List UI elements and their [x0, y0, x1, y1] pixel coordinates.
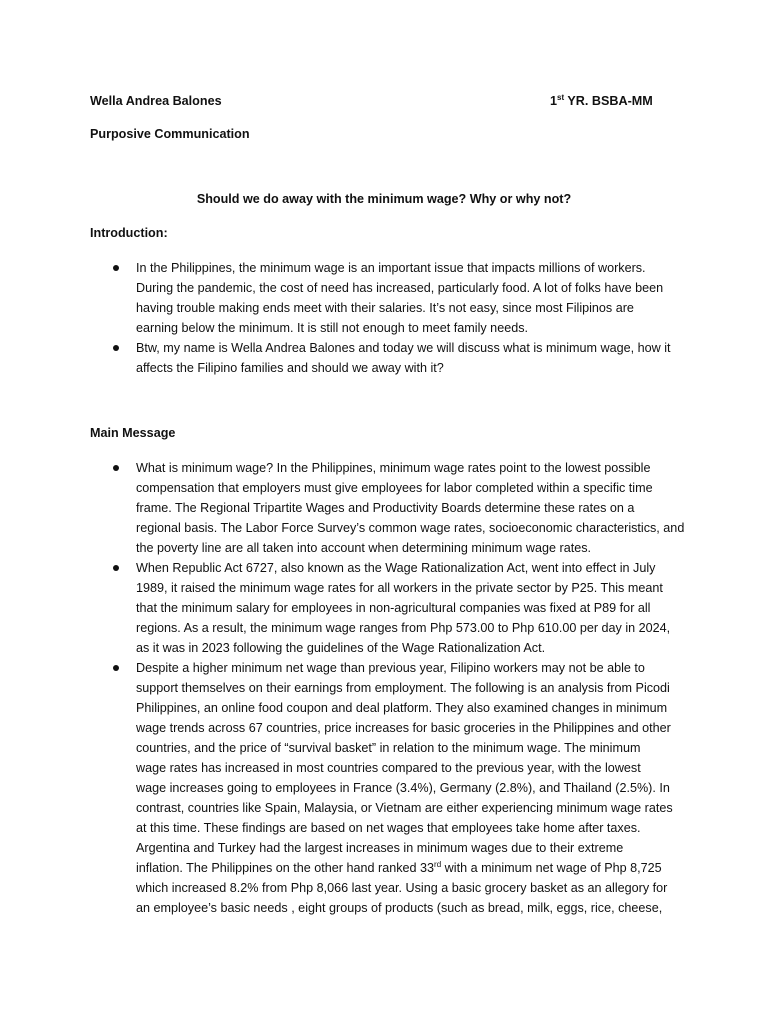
year-suffix: st	[557, 92, 565, 102]
intro-bullet-1-line-4: earning below the minimum. It is still not enough to meet family needs.	[136, 321, 528, 335]
bullet-icon	[113, 345, 119, 351]
main-bullet-3-line-10: Argentina and Turkey had the largest increases in minimum wages due to their extreme	[136, 841, 624, 855]
line-11-rest: with a minimum net wage of Php 8,725	[441, 861, 662, 875]
main-bullet-3-line-1: Despite a higher minimum net wage than previous year, Filipino workers may not be able to	[136, 661, 645, 675]
main-bullet-3-line-2: support themselves on their earnings from employment. The following is an analysis from Picodi	[136, 681, 670, 695]
main-bullet-1-line-1: What is minimum wage? In the Philippines, minimum wage rates point to the lowest possible	[136, 461, 651, 475]
main-bullet-3-line-3: Philippines, an online food coupon and deal platform. They also examined changes in minimum	[136, 701, 668, 715]
bullet-icon	[113, 465, 119, 471]
author-name: Wella Andrea Balones	[90, 94, 222, 108]
main-bullet-2-line-4: regions. As a result, the minimum wage ranges from Php 573.00 to Php 610.00 per day in 2024,	[136, 621, 671, 635]
year-program: YR. BSBA-MM	[564, 94, 653, 108]
main-bullet-3-line-4: wage trends across 67 countries, price increases for basic groceries in the Philippines and other	[136, 721, 671, 735]
main-bullet-1-line-3: frame. The Regional Tripartite Wages and Productivity Boards determine these rates on a	[136, 501, 635, 515]
bullet-icon	[113, 665, 119, 671]
main-bullet-3-line-12: which increased 8.2% from Php 8,066 last year. Using a basic grocery basket as an allegory for	[136, 881, 668, 895]
main-bullet-2-line-3: that the minimum salary for employees in non-agricultural companies was fixed at P89 for all	[136, 601, 651, 615]
intro-bullet-2-line-2: affects the Filipino families and should we away with it?	[136, 361, 444, 375]
main-bullet-3-line-5: countries, and the price of “survival basket” in relation to the minimum wage. The minimum	[136, 741, 641, 755]
main-bullet-1-line-5: the poverty line are all taken into account when determining minimum wage rates.	[136, 541, 592, 555]
main-message-heading: Main Message	[90, 426, 176, 440]
course-title: Purposive Communication	[90, 127, 250, 141]
main-bullet-1-line-4: regional basis. The Labor Force Survey’s common wage rates, socioeconomic characteristics, and	[136, 521, 685, 535]
intro-bullet-1-line-3: having trouble making ends meet with their salaries. It’s not easy, since most Filipinos are	[136, 301, 634, 315]
main-bullet-2-line-2: 1989, it raised the minimum wage rates for all workers in the private sector by P25. This meant	[136, 581, 663, 595]
essay-title: Should we do away with the minimum wage? Why or why not?	[196, 192, 572, 206]
year-number: 1	[550, 94, 558, 108]
main-bullet-3-line-7: wage increases going to employees in France (3.4%), Germany (2.8%), and Thailand (2.5%). In	[136, 781, 670, 795]
main-bullet-1-line-2: compensation that employers must give employees for labor completed within a specific time	[136, 481, 653, 495]
main-bullet-3-line-9: at this time. These findings are based on net wages that employees take home after taxes.	[136, 821, 641, 835]
introduction-heading: Introduction:	[90, 226, 168, 240]
intro-bullet-1-line-2: During the pandemic, the cost of need has increased, particularly food. A lot of folks have been	[136, 281, 664, 295]
main-bullet-3-line-6: wage rates has increased in most countries compared to the previous year, with the lowest	[136, 761, 641, 775]
main-bullet-2-line-1: When Republic Act 6727, also known as the Wage Rationalization Act, went into effect in July	[136, 561, 656, 575]
rank-suffix: rd	[434, 859, 442, 869]
bullet-icon	[113, 565, 119, 571]
main-bullet-3-line-11	[136, 858, 662, 878]
main-bullet-3-line-8: contrast, countries like Spain, Malaysia, or Vietnam are either experiencing minimum wage rates	[136, 801, 673, 815]
intro-bullet-1-line-1: In the Philippines, the minimum wage is an important issue that impacts millions of workers.	[136, 261, 646, 275]
main-bullet-3-line-13: an employee’s basic needs , eight groups of products (such as bread, milk, eggs, rice, cheese,	[136, 901, 663, 915]
line-11-text: inflation. The Philippines on the other hand ranked 33	[136, 861, 435, 875]
intro-bullet-2-line-1: Btw, my name is Wella Andrea Balones and today we will discuss what is minimum wage, how it	[136, 341, 671, 355]
bullet-icon	[113, 265, 119, 271]
year-level	[550, 94, 653, 108]
main-bullet-2-line-5: as it was in 2023 following the guidelines of the Wage Rationalization Act.	[136, 641, 546, 655]
